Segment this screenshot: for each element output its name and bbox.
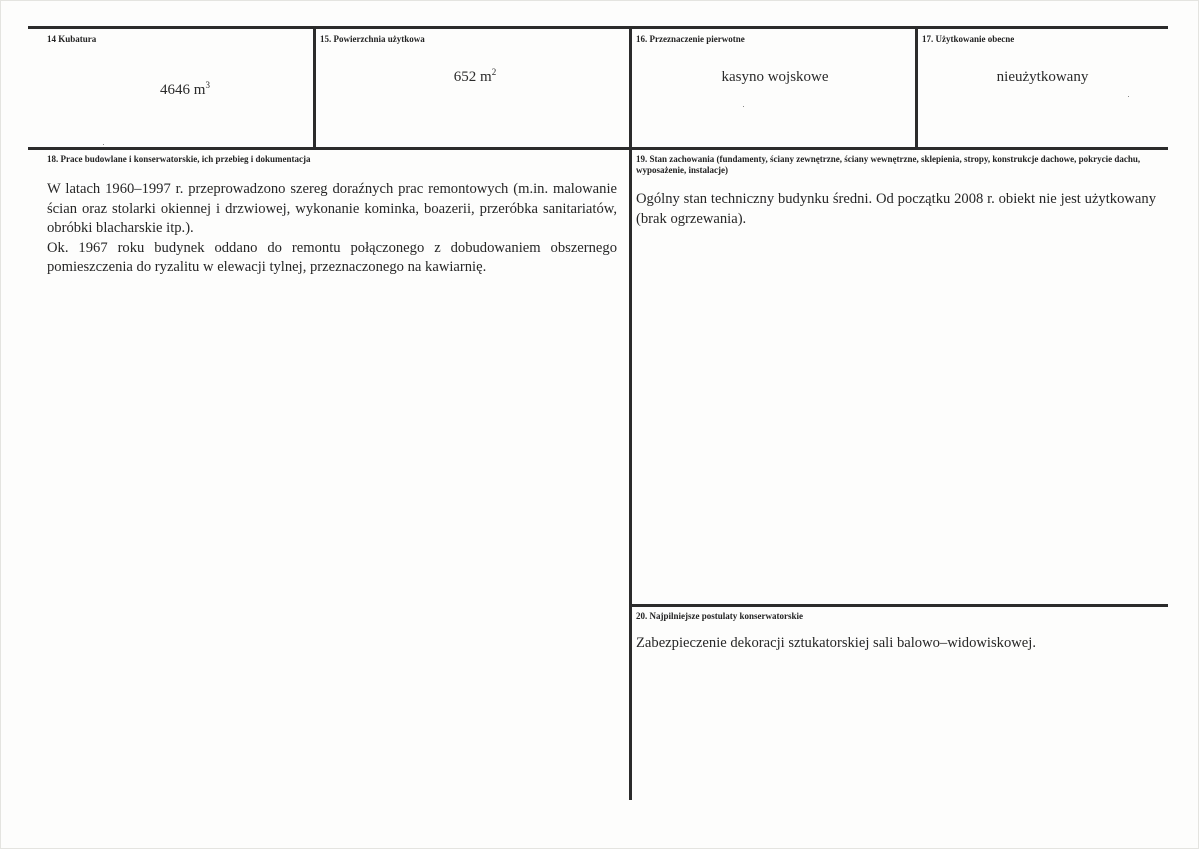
- field-18-paragraph: W latach 1960–1997 r. przeprowadzono szereg doraźnych prac remontowych (m.in. malowanie ścian oraz stolarki okiennej i drzwiowej, wykonanie kominka, boazerii, przeróbka sanitariatów, obróbki blacharskie itp.).: [47, 181, 617, 237]
- divider-14-15: [313, 26, 316, 150]
- middle-rule: [28, 147, 1168, 150]
- field-18-text: [47, 180, 617, 278]
- field-15-label: 15. Powierzchnia użytkowa: [320, 34, 425, 44]
- divider-15-16: [629, 26, 632, 800]
- divider-16-17: [915, 26, 918, 150]
- field-15-number: 652 m: [453, 69, 492, 85]
- top-rule: [28, 26, 1168, 29]
- field-19-text: Ogólny stan techniczny budynku średni. Od początku 2008 r. obiekt nie jest użytkowany (brak ogrzewania).: [636, 191, 1156, 227]
- field-20-label: 20. Najpilniejsze postulaty konserwatorskie: [636, 611, 803, 621]
- field-14-label: 14 Kubatura: [47, 34, 97, 44]
- field-14-exponent: 3: [205, 80, 210, 90]
- field-16-label: 16. Przeznaczenie pierwotne: [636, 34, 745, 44]
- field-16-value: kasyno wojskowe: [721, 69, 829, 85]
- field-14-value: [150, 82, 220, 99]
- scan-speck: [743, 106, 744, 107]
- field-17-value: nieużytkowany: [996, 69, 1089, 85]
- field-18-label: 18. Prace budowlane i konserwatorskie, ich przebieg i dokumentacja: [47, 154, 311, 164]
- field-20-text: Zabezpieczenie dekoracji sztukatorskiej sali balowo–widowiskowej.: [636, 635, 1036, 651]
- field-18-paragraph: Ok. 1967 roku budynek oddano do remontu połączonego z dobudowaniem obszernego pomieszczenia do ryzalitu w elewacji tylnej, przeznaczonego na kawiarnię.: [47, 239, 617, 276]
- scan-speck: [1128, 96, 1129, 97]
- field-14-number: 4646 m: [160, 82, 206, 98]
- section-20-rule: [629, 604, 1168, 607]
- field-19-label: 19. Stan zachowania (fundamenty, ściany zewnętrzne, ściany wewnętrzne, sklepienia, stropy, konstrukcje dachowe, pokrycie dachu, wyposażenie, instalacje): [636, 154, 1141, 175]
- field-15-exponent: 2: [491, 67, 497, 77]
- field-15-value: [440, 69, 510, 86]
- scan-speck: [103, 144, 104, 145]
- field-17-label: 17. Użytkowanie obecne: [922, 34, 1015, 44]
